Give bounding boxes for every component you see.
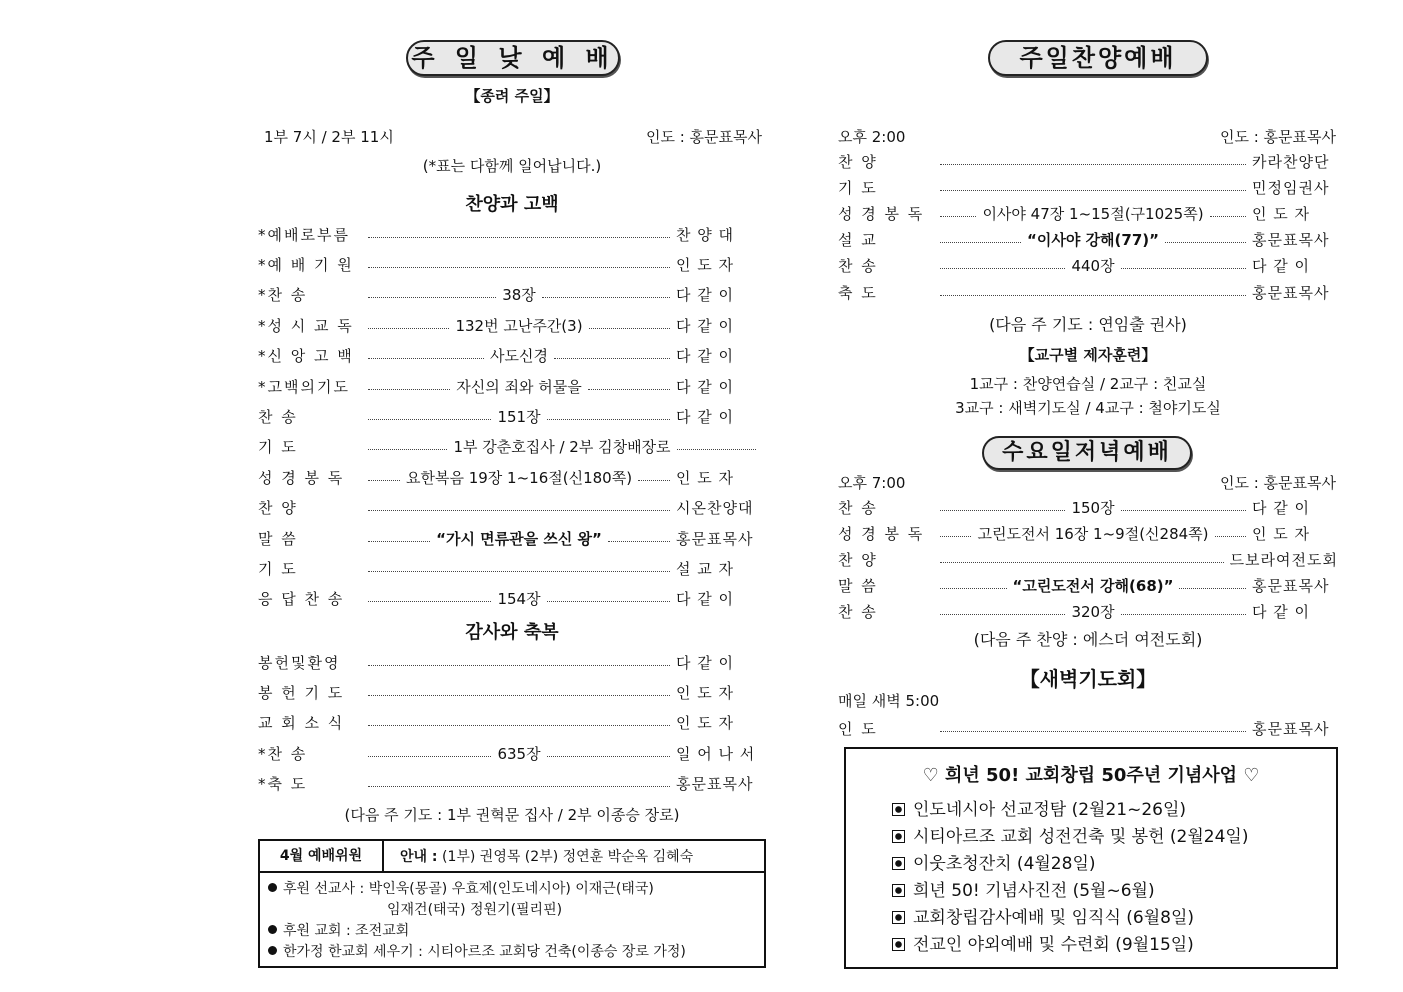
order-row <box>258 680 762 704</box>
order-item-label: 봉 헌 기 도 <box>258 683 345 702</box>
jubilee-item-text: 희년 50! 기념사진전 (5월~6월) <box>913 881 1155 901</box>
committee-box <box>258 839 766 968</box>
order-item-detail: “고린도전서 강해(68)” <box>1012 577 1174 596</box>
leader-dots <box>1179 588 1246 589</box>
leader-dots <box>368 419 491 420</box>
missionary-line-1: 박인욱(몽골) 우효제(인도네시아) 이재근(태국) <box>368 881 654 897</box>
order-item-person: 인 도 자 <box>1252 524 1311 543</box>
order-row <box>838 600 1338 624</box>
jubilee-item-text: 시티아르조 교회 성전건축 및 봉헌 (2월24일) <box>913 827 1249 847</box>
leader-dots <box>940 216 976 217</box>
leader-dots <box>368 786 670 787</box>
order-row <box>258 587 762 611</box>
order-item-label: 응 답 찬 송 <box>258 590 345 609</box>
leader-dots <box>554 358 670 359</box>
order-item-label: 봉헌및환영 <box>258 653 341 672</box>
praise-next-prayer: (다음 주 기도 : 연임출 권사) <box>989 315 1187 334</box>
leader-dots <box>368 510 670 511</box>
order-item-person: 시온찬양대 <box>676 499 754 518</box>
leader-dots <box>542 297 670 298</box>
jubilee-title: ♡ 희년 50! 교회창립 50주년 기념사업 ♡ <box>922 765 1260 786</box>
order-item-label: *예배로부름 <box>258 225 350 244</box>
order-row <box>258 556 762 580</box>
order-row <box>838 149 1338 173</box>
order-row <box>838 547 1338 571</box>
leader-dots <box>1121 510 1246 511</box>
order-row <box>838 495 1338 519</box>
leader-dots <box>940 562 1224 563</box>
order-item-label: *신 앙 고 백 <box>258 347 354 366</box>
order-item-label: 성 경 봉 독 <box>838 204 925 223</box>
wednesday-next: (다음 주 찬양 : 에스더 여전도회) <box>973 630 1203 649</box>
leader-dots <box>368 665 670 666</box>
guide-row <box>384 846 693 866</box>
order-item-person: 다 같 이 <box>676 590 735 609</box>
order-row <box>838 280 1338 304</box>
leader-dots <box>1210 216 1246 217</box>
jubilee-item <box>892 824 1336 851</box>
leader-dots <box>940 268 1065 269</box>
order-item-label: 설 교 <box>838 231 878 250</box>
leader-dots <box>940 242 1021 243</box>
dawn-prayer-title: 【새벽기도회】 <box>1019 667 1157 691</box>
leader-dots <box>547 756 670 757</box>
order-row <box>258 772 762 796</box>
order-row <box>838 574 1338 598</box>
leader-dots <box>1121 268 1246 269</box>
order-row <box>258 252 762 276</box>
leader-dots <box>368 756 491 757</box>
leader-dots <box>547 419 670 420</box>
order-item-detail: 38장 <box>502 286 536 305</box>
leader-dots <box>1165 242 1246 243</box>
leader-dots <box>940 614 1065 615</box>
praise-leader: 인도 : 홍문표목사 <box>1219 128 1336 146</box>
jubilee-item <box>892 932 1336 959</box>
leader-dots <box>368 541 430 542</box>
order-row <box>258 374 762 398</box>
service-times: 1부 7시 / 2부 11시 <box>264 128 394 146</box>
order-item-person: 다 같 이 <box>1252 498 1311 517</box>
order-row <box>258 496 762 520</box>
leader-dots <box>940 536 971 537</box>
leader-dots <box>589 328 670 329</box>
jubilee-box <box>844 747 1338 969</box>
leader-dots <box>368 237 670 238</box>
leader-dots <box>368 601 491 602</box>
order-item-person: 다 같 이 <box>676 407 735 426</box>
leader-dots <box>677 449 756 450</box>
district-line-1: 1교구 : 찬양연습실 / 2교구 : 친교실 <box>969 375 1207 393</box>
order-item-person: 찬 양 대 <box>676 225 735 244</box>
guide-label: 안내 : <box>400 849 438 865</box>
jubilee-item <box>892 851 1336 878</box>
order-item-label: 찬 송 <box>258 407 298 426</box>
order-row <box>838 175 1338 199</box>
jubilee-item-text: 전교인 야외예배 및 수련회 (9월15일) <box>913 935 1194 955</box>
leader-dots <box>1215 536 1246 537</box>
order-item-person: 다 같 이 <box>676 347 735 366</box>
jubilee-item-text: 교회창립감사예배 및 임직식 (6월8일) <box>913 908 1195 928</box>
order-item-person: 일 어 나 서 <box>676 744 756 763</box>
checkbox-icon <box>892 884 905 897</box>
order-item-label: 찬 양 <box>838 152 878 171</box>
next-week-prayer: (다음 주 기도 : 1부 권혁문 집사 / 2부 이종승 장로) <box>344 806 680 824</box>
order-item-person: 설 교 자 <box>676 559 735 578</box>
order-item-detail: 132번 고난주간(3) <box>455 316 583 335</box>
order-item-person: 다 같 이 <box>676 316 735 335</box>
order-item-detail: 150장 <box>1071 498 1115 517</box>
sunday-praise-title: 주일찬양예배 <box>988 40 1208 76</box>
order-item-label: *고백의기도 <box>258 377 350 396</box>
missionary-line-2: 임재건(태국) 정원기(필리핀) <box>387 902 563 918</box>
order-item-person: 다 같 이 <box>1252 257 1311 276</box>
order-row <box>838 521 1338 545</box>
order-item-person: 홍문표목사 <box>676 775 754 794</box>
order-row <box>838 716 1338 740</box>
order-item-person: 인 도 자 <box>676 714 735 733</box>
service-leader: 인도 : 홍문표목사 <box>645 128 762 146</box>
order-item-person: 다 같 이 <box>676 286 735 305</box>
order-item-label: 찬 송 <box>838 257 878 276</box>
order-item-person: 홍문표목사 <box>1252 283 1330 302</box>
missionary-row <box>268 879 764 900</box>
order-item-person: 다 같 이 <box>676 653 735 672</box>
order-item-person: 인 도 자 <box>1252 204 1311 223</box>
order-item-label: 축 도 <box>838 283 878 302</box>
leader-dots <box>368 725 670 726</box>
leader-dots <box>940 295 1246 296</box>
order-item-person: 인 도 자 <box>676 255 735 274</box>
leader-dots <box>368 267 670 268</box>
leader-dots <box>638 480 670 481</box>
order-row <box>258 283 762 307</box>
leader-dots <box>940 164 1246 165</box>
wednesday-leader: 인도 : 홍문표목사 <box>1219 474 1336 492</box>
jubilee-item-text: 인도네시아 선교정탐 (2월21~26일) <box>913 800 1187 820</box>
order-item-detail: 635장 <box>497 744 541 763</box>
order-item-label: 말 씀 <box>258 529 298 548</box>
order-row <box>838 201 1338 225</box>
order-row <box>258 741 762 765</box>
checkbox-icon <box>892 938 905 951</box>
palm-sunday-subtitle: 【종려 주일】 <box>465 87 559 105</box>
order-item-person: 인 도 자 <box>676 683 735 702</box>
leader-dots <box>368 297 496 298</box>
order-row <box>258 711 762 735</box>
bullet-icon <box>268 946 277 955</box>
order-item-label: 찬 양 <box>838 550 878 569</box>
order-item-label: 찬 송 <box>838 603 878 622</box>
order-row <box>838 228 1338 252</box>
leader-dots <box>368 480 400 481</box>
order-item-label: 찬 송 <box>838 498 878 517</box>
leader-dots <box>368 695 670 696</box>
wednesday-time: 오후 7:00 <box>838 474 906 492</box>
order-item-person: 다 같 이 <box>1252 603 1311 622</box>
leader-dots <box>588 389 670 390</box>
checkbox-icon <box>892 911 905 924</box>
order-row <box>258 650 762 674</box>
order-item-person: 홍문표목사 <box>1252 577 1330 596</box>
jubilee-item <box>892 905 1336 932</box>
bullet-icon <box>268 883 277 892</box>
order-item-label: 기 도 <box>258 438 298 457</box>
order-item-label: *찬 송 <box>258 286 308 305</box>
sunday-morning-title: 주 일 낮 예 배 <box>406 40 620 76</box>
order-item-label: 기 도 <box>838 178 878 197</box>
order-row <box>258 222 762 246</box>
order-item-detail: “이사야 강해(77)” <box>1027 231 1159 250</box>
leader-dots <box>547 601 670 602</box>
leader-dots <box>608 541 670 542</box>
order-item-person: 드보라여전도회 <box>1229 550 1338 569</box>
order-item-label: 교 회 소 식 <box>258 714 345 733</box>
missionary-label: 후원 선교사 : <box>283 881 365 897</box>
order-item-label: 성 경 봉 독 <box>838 524 925 543</box>
order-row <box>258 465 762 489</box>
support-church-value: 조전교회 <box>355 923 410 939</box>
order-item-person: 다 같 이 <box>676 377 735 396</box>
order-row <box>258 313 762 337</box>
order-item-detail: 1부 강춘호집사 / 2부 김창배장로 <box>453 438 671 457</box>
leader-dots <box>368 358 484 359</box>
order-item-detail: 사도신경 <box>490 347 548 366</box>
leader-dots <box>368 389 450 390</box>
jubilee-item-text: 이웃초청잔치 (4월28일) <box>913 854 1096 874</box>
section-thanks-blessing: 감사와 축복 <box>465 622 559 643</box>
checkbox-icon <box>892 857 905 870</box>
praise-time: 오후 2:00 <box>838 128 906 146</box>
order-item-person: 홍문표목사 <box>676 529 754 548</box>
order-row <box>258 435 762 459</box>
order-item-person: 민정임권사 <box>1252 178 1330 197</box>
order-row <box>258 526 762 550</box>
dawn-time: 매일 새벽 5:00 <box>838 692 940 710</box>
leader-dots <box>368 449 447 450</box>
order-item-detail: 이사야 47장 1~15절(구1025쪽) <box>982 204 1204 223</box>
jubilee-item <box>892 878 1336 905</box>
family-church-row <box>268 942 764 963</box>
family-church-text: 한가정 한교회 세우기 : 시티아르조 교회당 건축(이종승 장로 가정) <box>283 944 686 960</box>
leader-dots <box>1121 614 1246 615</box>
checkbox-icon <box>892 803 905 816</box>
order-item-label: 찬 양 <box>258 499 298 518</box>
order-item-label: *찬 송 <box>258 744 308 763</box>
committee-label: 4월 예배위원 <box>260 841 384 871</box>
order-item-label: *예 배 기 원 <box>258 255 354 274</box>
order-item-label: 인 도 <box>838 719 878 738</box>
district-title: 【교구별 제자훈련】 <box>1019 346 1157 364</box>
order-item-detail: 고린도전서 16장 1~9절(신284쪽) <box>977 524 1209 543</box>
order-item-label: 말 씀 <box>838 577 878 596</box>
order-item-person: 인 도 자 <box>676 468 735 487</box>
order-item-detail: 440장 <box>1071 257 1115 276</box>
leader-dots <box>940 731 1246 732</box>
support-church-row <box>268 921 764 942</box>
order-item-detail: 자신의 죄와 허물을 <box>456 377 582 396</box>
order-row <box>258 344 762 368</box>
standing-note: (*표는 다함께 일어납니다.) <box>422 157 602 175</box>
leader-dots <box>940 588 1007 589</box>
order-item-detail: “가시 면류관을 쓰신 왕” <box>436 529 602 548</box>
leader-dots <box>368 571 670 572</box>
support-church-label: 후원 교회 : <box>283 923 351 939</box>
leader-dots <box>940 510 1065 511</box>
order-row <box>838 254 1338 278</box>
bullet-icon <box>268 925 277 934</box>
order-item-label: *축 도 <box>258 775 308 794</box>
order-item-label: 기 도 <box>258 559 298 578</box>
leader-dots <box>940 190 1246 191</box>
order-item-detail: 요한복음 19장 1~16절(신180쪽) <box>405 468 633 487</box>
order-row <box>258 404 762 428</box>
order-item-person: 카라찬양단 <box>1252 152 1330 171</box>
district-line-2: 3교구 : 새벽기도실 / 4교구 : 철야기도실 <box>955 399 1221 417</box>
order-item-detail: 154장 <box>497 590 541 609</box>
section-praise-confession: 찬양과 고백 <box>465 194 559 215</box>
order-item-label: 성 경 봉 독 <box>258 468 345 487</box>
jubilee-list <box>846 797 1336 959</box>
jubilee-item <box>892 797 1336 824</box>
order-item-person: 홍문표목사 <box>1252 231 1330 250</box>
order-item-label: *성 시 교 독 <box>258 316 354 335</box>
checkbox-icon <box>892 830 905 843</box>
wednesday-title: 수요일저녁예배 <box>982 436 1192 470</box>
order-item-detail: 320장 <box>1071 603 1115 622</box>
order-item-person: 홍문표목사 <box>1252 719 1330 738</box>
leader-dots <box>368 328 449 329</box>
guide-value: (1부) 권영목 (2부) 정연훈 박순옥 김혜숙 <box>441 849 694 865</box>
order-item-detail: 151장 <box>497 407 541 426</box>
